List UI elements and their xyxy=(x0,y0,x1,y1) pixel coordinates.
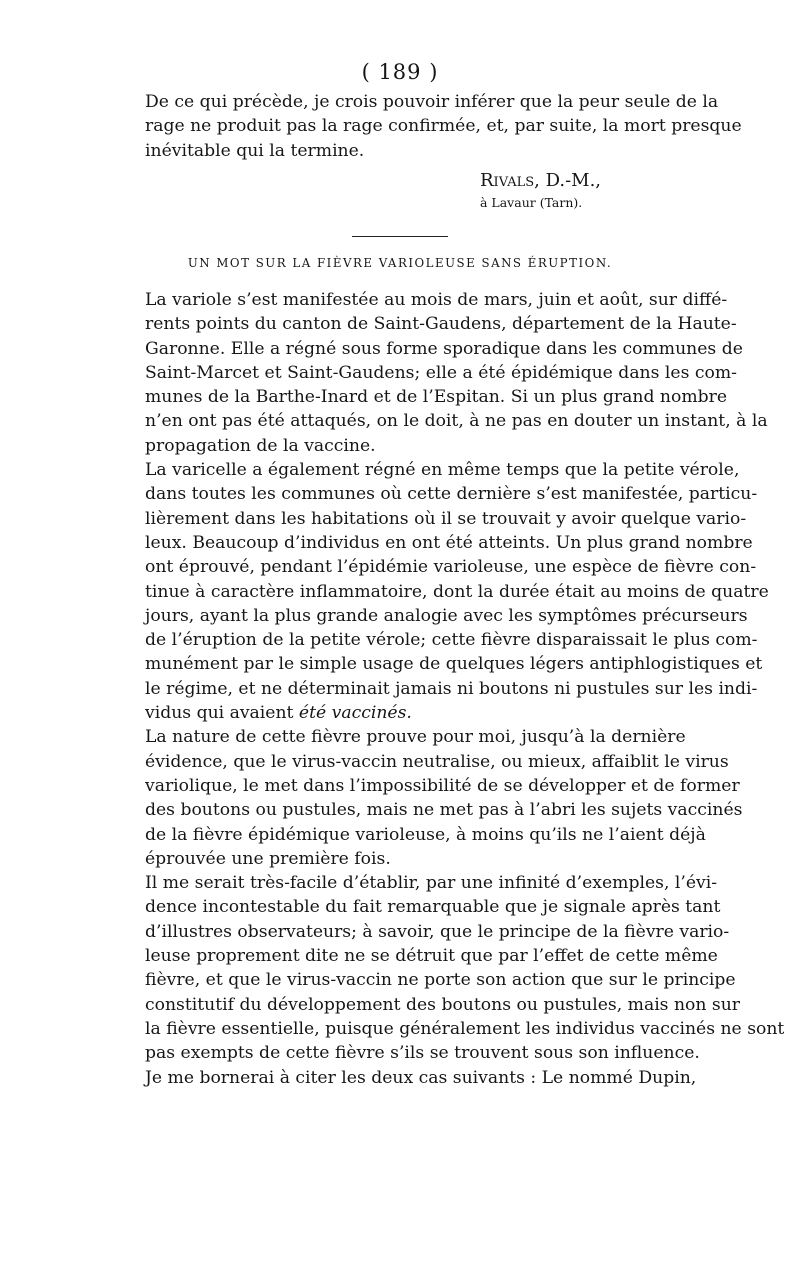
text-line: munément par le simple usage de quelques légers antiphlogistiques et xyxy=(145,654,763,675)
text-line: ont éprouvé, pendant l’épidémie varioleuse, une espèce de fièvre con- xyxy=(145,557,757,578)
text-line: La variole s’est manifestée au mois de mars, juin et août, sur diffé- xyxy=(145,290,728,310)
text-line: dence incontestable du fait remarquable que je signale après tant xyxy=(145,897,721,918)
text-line: jours, ayant la plus grande analogie avec les symptômes précurseurs xyxy=(145,605,748,626)
text-line: propagation de la vaccine. xyxy=(145,435,376,456)
text-line: La nature de cette fièvre prouve pour moi, jusqu’à la dernière xyxy=(145,727,686,748)
text-line: pas exempts de cette fièvre s’ils se trouvent sous son influence. xyxy=(145,1043,700,1064)
text-line: Il me serait très-facile d’établir, par une infinité d’exemples, l’évi- xyxy=(145,873,718,894)
signature-place: à Lavaur (Tarn). xyxy=(480,195,583,210)
text-line: lièrement dans les habitations où il se trouvait y avoir quelque vario- xyxy=(145,508,747,529)
text-line: évidence, que le virus-vaccin neutralise, ou mieux, affaiblit le virus xyxy=(145,751,729,772)
text-line: La varicelle a également régné en même temps que la petite vérole, xyxy=(145,460,740,481)
text-line: De ce qui précède, je crois pouvoir inférer que la peur seule de la xyxy=(145,92,719,112)
text-line: le régime, et ne déterminait jamais ni boutons ni pustules sur les indi- xyxy=(145,678,758,699)
text-line: munes de la Barthe-Inard et de l’Espitan. Si un plus grand nombre xyxy=(145,387,728,408)
text-line: n’en ont pas été attaqués, on le doit, à ne pas en douter un instant, à la xyxy=(145,411,768,432)
text-line: des boutons ou pustules, mais ne met pas à l’abri les sujets vaccinés xyxy=(145,800,743,821)
text-line: variolique, le met dans l’impossibilité de se développer et de former xyxy=(145,775,740,796)
text-line: Je me bornerai à citer les deux cas suivants : Le nommé Dupin, xyxy=(145,1067,697,1088)
italic-text: été vaccinés. xyxy=(298,703,412,724)
text-line: constitutif du développement des boutons ou pustules, mais non sur xyxy=(145,994,741,1015)
text-line: dans toutes les communes où cette dernière s’est manifestée, particu- xyxy=(145,484,758,505)
text-line xyxy=(145,701,675,725)
text-line: d’illustres observateurs; à savoir, que le principe de la fièvre vario- xyxy=(145,921,730,942)
text-line: de l’éruption de la petite vérole; cette fièvre disparaissait le plus com- xyxy=(145,630,758,651)
text-line: rage ne produit pas la rage confirmée, et, par suite, la mort presque xyxy=(145,116,742,137)
text-line: fièvre, et que le virus-vaccin ne porte son action que sur le principe xyxy=(145,970,736,991)
text-line: tinue à caractère inflammatoire, dont la durée était au moins de quatre xyxy=(145,581,769,602)
text-line: Saint-Marcet et Saint-Gaudens; elle a été épidémique dans les com- xyxy=(145,362,737,383)
intro-paragraph xyxy=(145,90,742,163)
text-line: leux. Beaucoup d’individus en ont été atteints. Un plus grand nombre xyxy=(145,532,753,553)
text-line: leuse proprement dite ne se détruit que par l’effet de cette même xyxy=(145,946,718,967)
text-line: éprouvée une première fois. xyxy=(145,848,391,869)
article-body xyxy=(145,288,785,1090)
signature xyxy=(480,168,680,212)
text-line: rents points du canton de Saint-Gaudens, département de la Haute- xyxy=(145,314,737,335)
section-divider xyxy=(352,236,448,237)
page-number: ( 189 ) xyxy=(361,60,439,84)
text-fragment: vidus qui avaient xyxy=(145,703,299,724)
signature-name: Rivals, D.-M., xyxy=(480,170,602,191)
text-line: la fièvre essentielle, puisque généralement les individus vaccinés ne sont xyxy=(145,1018,785,1039)
text-line: inévitable qui la termine. xyxy=(145,140,365,161)
text-line: de la fièvre épidémique varioleuse, à moins qu’ils ne l’aient déjà xyxy=(145,824,706,845)
article-title: UN MOT SUR LA FIÈVRE VARIOLEUSE SANS ÉRUPTION. xyxy=(187,256,613,270)
text-line: Garonne. Elle a régné sous forme sporadique dans les communes de xyxy=(145,338,743,359)
